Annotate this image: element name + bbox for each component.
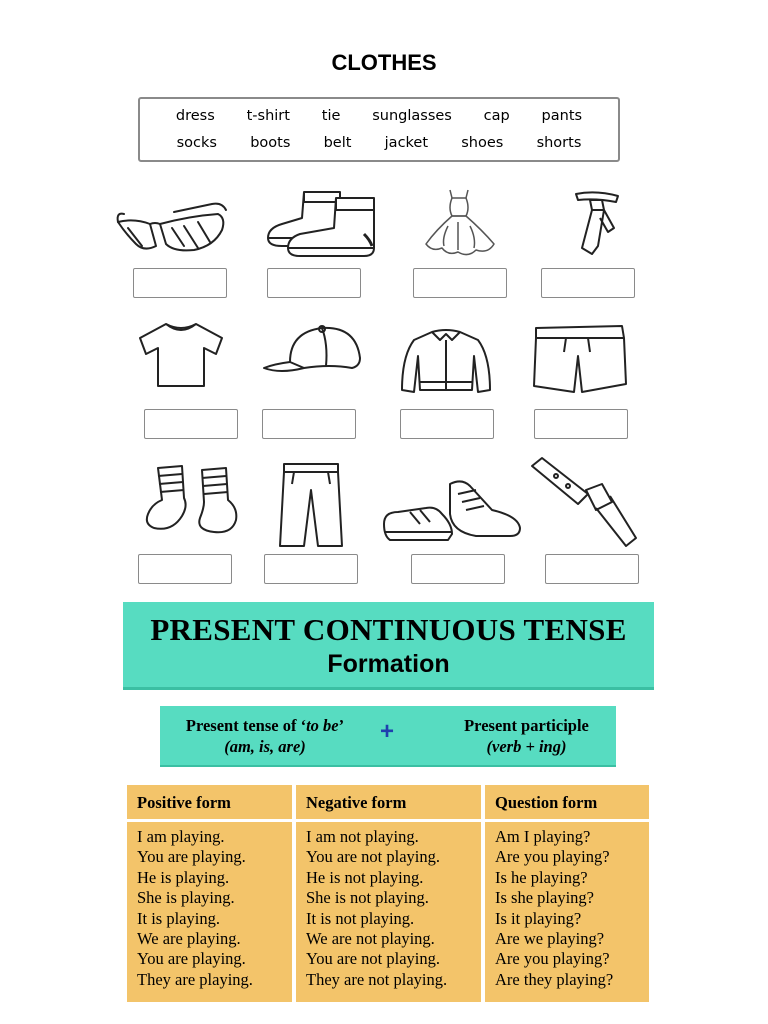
list-item: They are playing. bbox=[137, 969, 253, 989]
banner-subtitle: Formation bbox=[327, 650, 450, 678]
formula-left bbox=[170, 715, 360, 757]
answer-box-7[interactable] bbox=[400, 409, 494, 439]
word-bank bbox=[138, 97, 620, 162]
list-item: She is playing. bbox=[137, 888, 235, 908]
formula-left-suffix: ’ bbox=[338, 716, 345, 735]
word-bank-row-2 bbox=[140, 135, 618, 151]
word-shoes: shoes bbox=[461, 135, 504, 151]
formula-am-is-are: (am, is, are) bbox=[224, 737, 306, 756]
word-belt: belt bbox=[323, 135, 352, 151]
negative-form-list bbox=[296, 822, 481, 1002]
list-item: Are they playing? bbox=[495, 969, 614, 989]
cap-icon bbox=[260, 322, 364, 380]
list-item: It is playing. bbox=[137, 908, 220, 928]
word-dress: dress bbox=[175, 108, 215, 124]
word-t-shirt: t-shirt bbox=[246, 108, 290, 124]
list-item: He is not playing. bbox=[306, 867, 424, 887]
formation-formula bbox=[160, 706, 616, 767]
word-pants: pants bbox=[541, 108, 583, 124]
answer-box-2[interactable] bbox=[267, 268, 361, 298]
word-cap: cap bbox=[483, 108, 510, 124]
answer-box-1[interactable] bbox=[133, 268, 227, 298]
answer-box-9[interactable] bbox=[138, 554, 232, 584]
list-item: It is not playing. bbox=[306, 908, 415, 928]
answer-box-11[interactable] bbox=[411, 554, 505, 584]
banner-title: PRESENT CONTINUOUS TENSE bbox=[150, 612, 627, 647]
question-form-list bbox=[485, 822, 649, 1002]
list-item: He is playing. bbox=[137, 867, 230, 887]
answer-box-5[interactable] bbox=[144, 409, 238, 439]
list-item: Is she playing? bbox=[495, 888, 594, 908]
formula-present-participle: Present participle bbox=[464, 716, 589, 735]
pants-icon bbox=[276, 460, 346, 548]
list-item: Are we playing? bbox=[495, 929, 605, 949]
list-item: You are not playing. bbox=[306, 847, 440, 867]
answer-box-8[interactable] bbox=[534, 409, 628, 439]
shoes-icon bbox=[380, 474, 524, 544]
answer-box-6[interactable] bbox=[262, 409, 356, 439]
positive-form-list bbox=[127, 822, 292, 1002]
formula-to-be: to be bbox=[306, 716, 339, 735]
word-boots: boots bbox=[250, 135, 291, 151]
word-shorts: shorts bbox=[536, 135, 582, 151]
list-item: We are not playing. bbox=[306, 929, 435, 949]
jacket-icon bbox=[398, 326, 494, 396]
word-jacket: jacket bbox=[384, 135, 429, 151]
positive-form-header: Positive form bbox=[127, 785, 292, 819]
page-title: CLOTHES bbox=[331, 50, 437, 75]
answer-box-12[interactable] bbox=[545, 554, 639, 584]
answer-box-10[interactable] bbox=[264, 554, 358, 584]
question-form-header: Question form bbox=[485, 785, 649, 819]
list-item: We are playing. bbox=[137, 929, 241, 949]
negative-form-header: Negative form bbox=[296, 785, 481, 819]
socks-icon bbox=[142, 462, 242, 538]
belt-icon bbox=[526, 456, 640, 548]
list-item: Are you playing? bbox=[495, 949, 610, 969]
list-item: Is he playing? bbox=[495, 867, 588, 887]
list-item: I am playing. bbox=[137, 827, 225, 846]
list-item: She is not playing. bbox=[306, 888, 429, 908]
answer-box-4[interactable] bbox=[541, 268, 635, 298]
sunglasses-icon bbox=[114, 198, 230, 254]
word-tie: tie bbox=[321, 108, 341, 124]
formula-verb-ing: (verb + ing) bbox=[486, 737, 567, 756]
list-item: You are playing. bbox=[137, 949, 246, 969]
list-item: I am not playing. bbox=[306, 827, 419, 846]
t-shirt-icon bbox=[136, 320, 226, 390]
list-item: Am I playing? bbox=[495, 827, 591, 846]
formula-left-prefix: Present tense of ‘ bbox=[185, 716, 307, 735]
list-item: They are not playing. bbox=[306, 969, 448, 989]
boots-icon bbox=[264, 188, 382, 260]
list-item: You are playing. bbox=[137, 847, 246, 867]
shorts-icon bbox=[530, 322, 628, 394]
answer-box-3[interactable] bbox=[413, 268, 507, 298]
list-item: You are not playing. bbox=[306, 949, 440, 969]
dress-icon bbox=[418, 186, 500, 260]
list-item: Is it playing? bbox=[495, 908, 582, 928]
formula-plus: + bbox=[380, 718, 395, 745]
word-sunglasses: sunglasses bbox=[372, 108, 452, 124]
formula-right bbox=[444, 715, 609, 757]
tie-icon bbox=[568, 188, 624, 256]
tense-banner bbox=[123, 602, 654, 690]
word-bank-row-1 bbox=[140, 108, 618, 124]
word-socks: socks bbox=[176, 135, 217, 151]
list-item: Are you playing? bbox=[495, 847, 610, 867]
